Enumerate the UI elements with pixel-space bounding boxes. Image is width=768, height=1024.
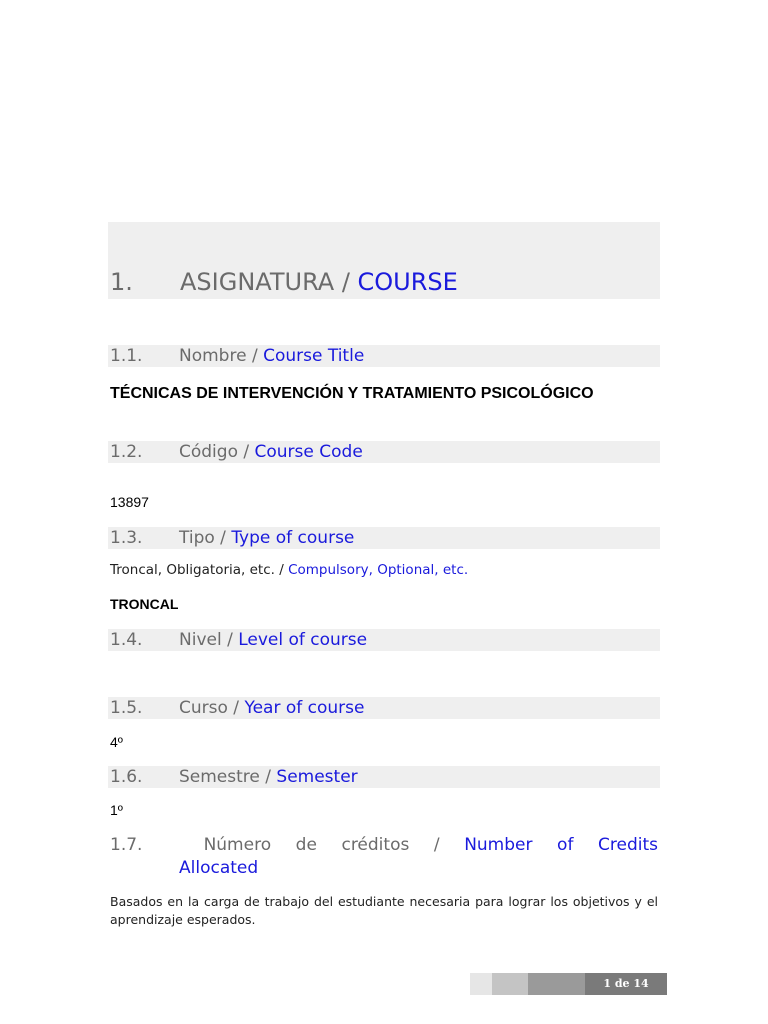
credits-title-es-group — [110, 834, 179, 857]
credits-word-en: Number — [464, 835, 533, 855]
section-label-es: ASIGNATURA / — [180, 268, 358, 296]
subsection-label-en: Course Title — [263, 346, 365, 366]
subsection-number: 1.1. — [110, 346, 143, 366]
semester-value: 1º — [110, 802, 123, 818]
type-value: TRONCAL — [110, 596, 179, 612]
subsection-title-level — [110, 629, 367, 651]
course-name-value: TÉCNICAS DE INTERVENCIÓN Y TRATAMIENTO PSICOLÓGICO — [110, 385, 594, 402]
page-number: 1 de 14 — [585, 973, 667, 995]
credits-word-en: Credits — [598, 835, 658, 855]
credits-word: / — [433, 835, 440, 855]
credits-title-line-1 — [110, 834, 658, 857]
subsection-title-semester — [110, 766, 358, 788]
credits-word: de — [295, 835, 317, 855]
subsection-number: 1.6. — [110, 767, 143, 787]
subsection-label-en: Course Code — [254, 442, 363, 462]
subsection-label-en: Semester — [276, 767, 358, 787]
type-description-en: Compulsory, Optional, etc. — [288, 562, 469, 578]
footer-block-2 — [492, 973, 528, 995]
credits-word-en: of — [557, 835, 574, 855]
subsection-label-es: Curso / — [179, 698, 245, 718]
subsection-label-es: Nombre / — [179, 346, 264, 366]
subsection-label-es: Código / — [179, 442, 255, 462]
subsection-number: 1.5. — [110, 698, 143, 718]
section-label-en: COURSE — [357, 268, 458, 296]
subsection-title-type — [110, 527, 354, 549]
subsection-title-year — [110, 697, 364, 719]
subsection-label-en: Year of course — [244, 698, 365, 718]
subsection-label-en: Level of course — [238, 630, 368, 650]
subsection-title-credits — [110, 834, 658, 880]
credits-word: créditos — [341, 835, 410, 855]
subsection-number: 1.4. — [110, 630, 143, 650]
subsection-title-course-code — [110, 441, 363, 463]
type-description-es: Troncal, Obligatoria, etc. / — [110, 562, 289, 578]
credits-word: Número — [203, 835, 272, 855]
footer-block-1 — [470, 973, 492, 995]
subsection-title-course-title — [110, 345, 364, 367]
subsection-label-es: Semestre / — [179, 767, 277, 787]
credits-description: Basados en la carga de trabajo del estudiante necesaria para lograr los objetivos y el aprendizaje esperados. — [110, 894, 658, 927]
subsection-label-es: Nivel / — [179, 630, 239, 650]
subsection-number: 1.3. — [110, 528, 143, 548]
footer-block-3 — [528, 973, 585, 995]
section-number: 1. — [110, 268, 133, 296]
subsection-label-es: Tipo / — [179, 528, 232, 548]
section-title-course — [110, 266, 458, 298]
type-description — [110, 562, 468, 578]
subsection-number: 1.7. — [110, 835, 143, 855]
subsection-number: 1.2. — [110, 442, 143, 462]
subsection-label-en: Type of course — [231, 528, 355, 548]
year-value: 4º — [110, 734, 123, 750]
course-code-value: 13897 — [110, 494, 149, 510]
credits-title-line-2: Allocated — [179, 858, 259, 878]
